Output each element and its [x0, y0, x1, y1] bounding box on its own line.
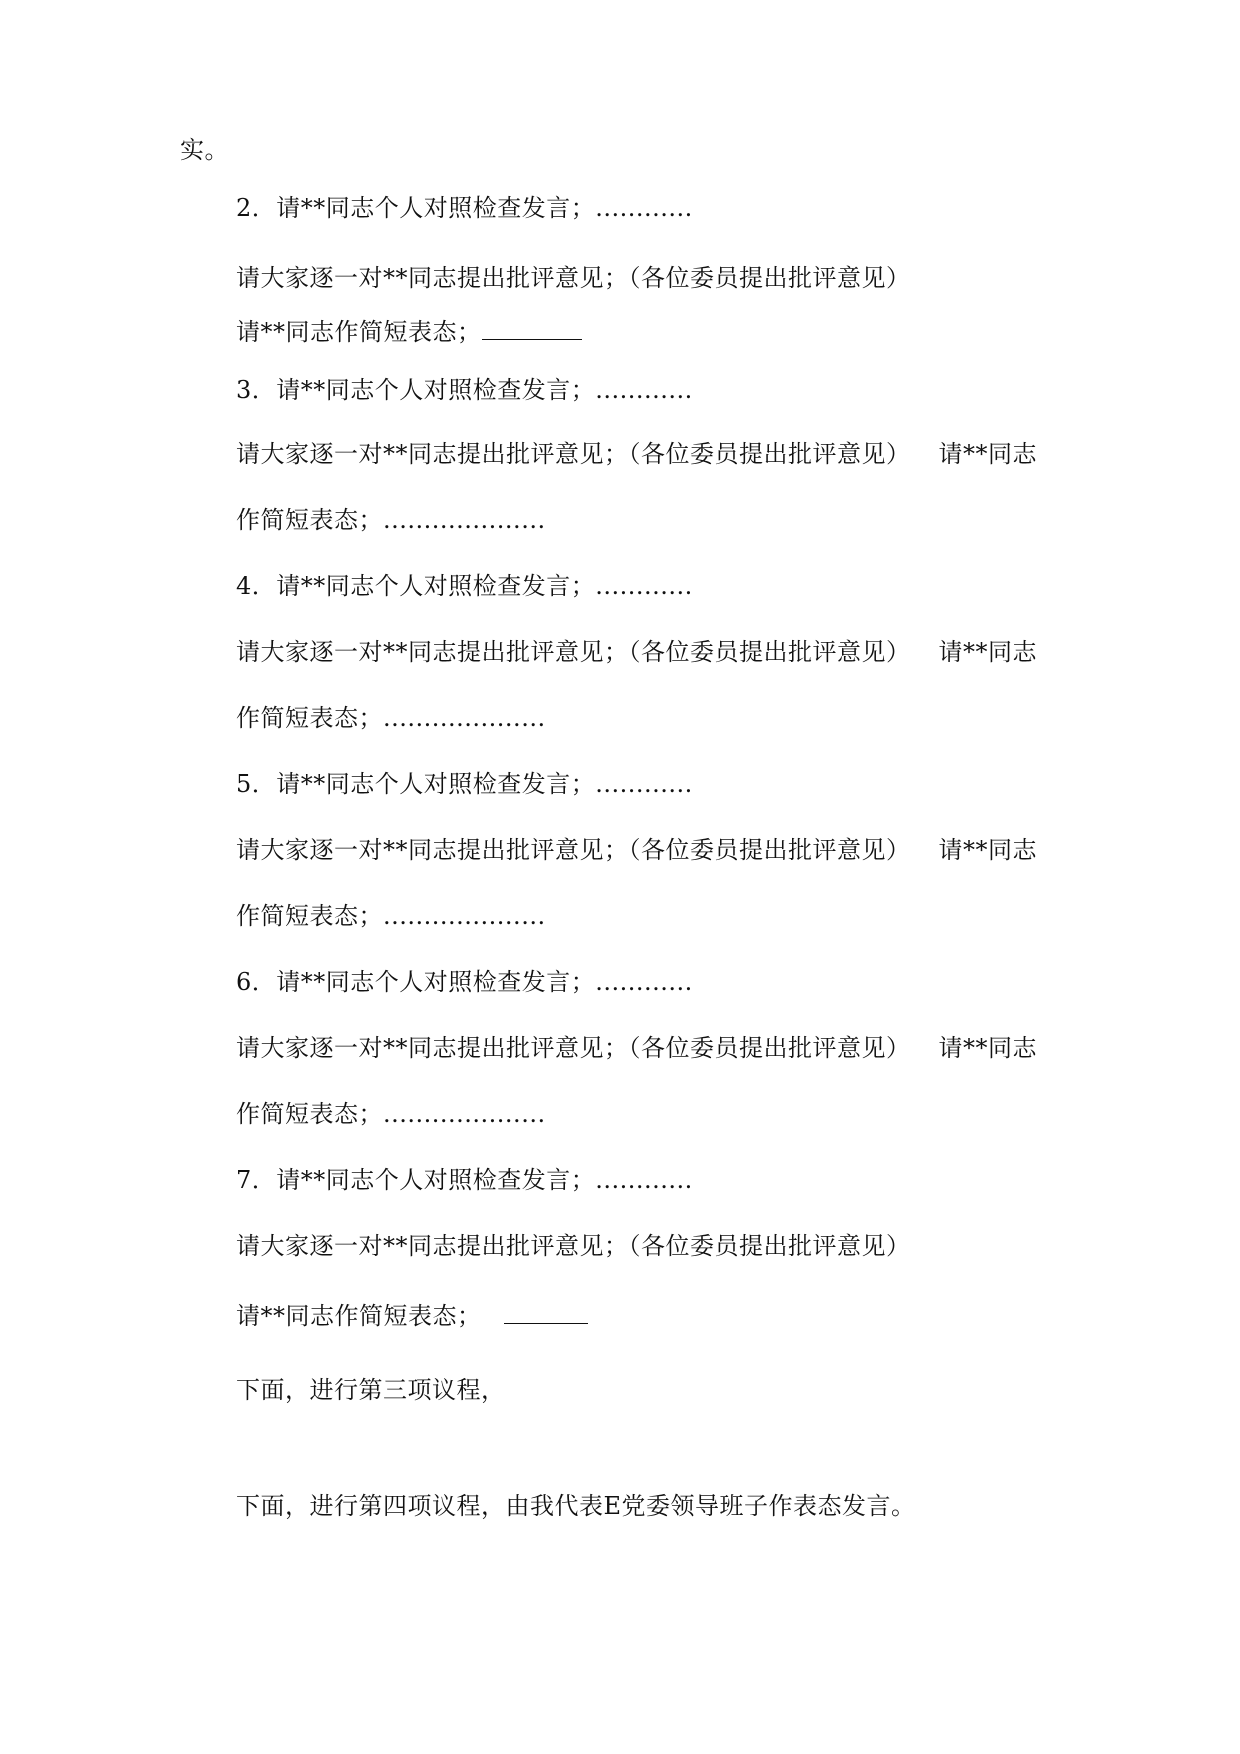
- text-segment: 请**同志: [938, 440, 1037, 468]
- text-line: 5．请**同志个人对照检查发言；............: [236, 770, 693, 798]
- text-line: 下面，进行第四项议程，由我代表E党委领导班子作表态发言。: [236, 1492, 916, 1520]
- text-line: 作简短表态；....................: [236, 506, 546, 534]
- text-segment: 请大家逐一对**同志提出批评意见；（各位委员提出批评意见）: [236, 440, 911, 468]
- text-line: 请大家逐一对**同志提出批评意见；（各位委员提出批评意见）: [236, 264, 911, 292]
- text-line: [236, 438, 1037, 470]
- fill-in-blank: [482, 317, 582, 340]
- text-segment: 请**同志: [938, 836, 1037, 864]
- text-segment: 请大家逐一对**同志提出批评意见；（各位委员提出批评意见）: [236, 1034, 911, 1062]
- text-line: 3．请**同志个人对照检查发言；............: [236, 376, 693, 404]
- text-segment: 请大家逐一对**同志提出批评意见；（各位委员提出批评意见）: [236, 836, 911, 864]
- text-line: 作简短表态；....................: [236, 1100, 546, 1128]
- text-segment: 请**同志作简短表态；: [236, 318, 482, 346]
- text-line: 作简短表态；....................: [236, 902, 546, 930]
- text-line: [236, 1032, 1037, 1064]
- text-segment: 请**同志: [938, 638, 1037, 666]
- text-line: 4．请**同志个人对照检查发言；............: [236, 572, 693, 600]
- text-line: 作简短表态；....................: [236, 704, 546, 732]
- text-line: [236, 636, 1037, 668]
- text-line: 2．请**同志个人对照检查发言；............: [236, 194, 693, 222]
- fill-in-blank: [504, 1301, 588, 1324]
- text-line-with-blank: [236, 316, 582, 348]
- text-line: 7．请**同志个人对照检查发言；............: [236, 1166, 693, 1194]
- text-segment: 请大家逐一对**同志提出批评意见；（各位委员提出批评意见）: [236, 638, 911, 666]
- text-line: 6．请**同志个人对照检查发言；............: [236, 968, 693, 996]
- text-line: 下面，进行第三项议程，: [236, 1376, 506, 1404]
- text-line: 实。: [180, 136, 229, 164]
- text-line: 请大家逐一对**同志提出批评意见；（各位委员提出批评意见）: [236, 1232, 911, 1260]
- text-segment: 请**同志: [938, 1034, 1037, 1062]
- text-line: [236, 834, 1037, 866]
- text-line-with-blank: [236, 1300, 588, 1332]
- text-segment: 请**同志作简短表态；: [236, 1302, 482, 1330]
